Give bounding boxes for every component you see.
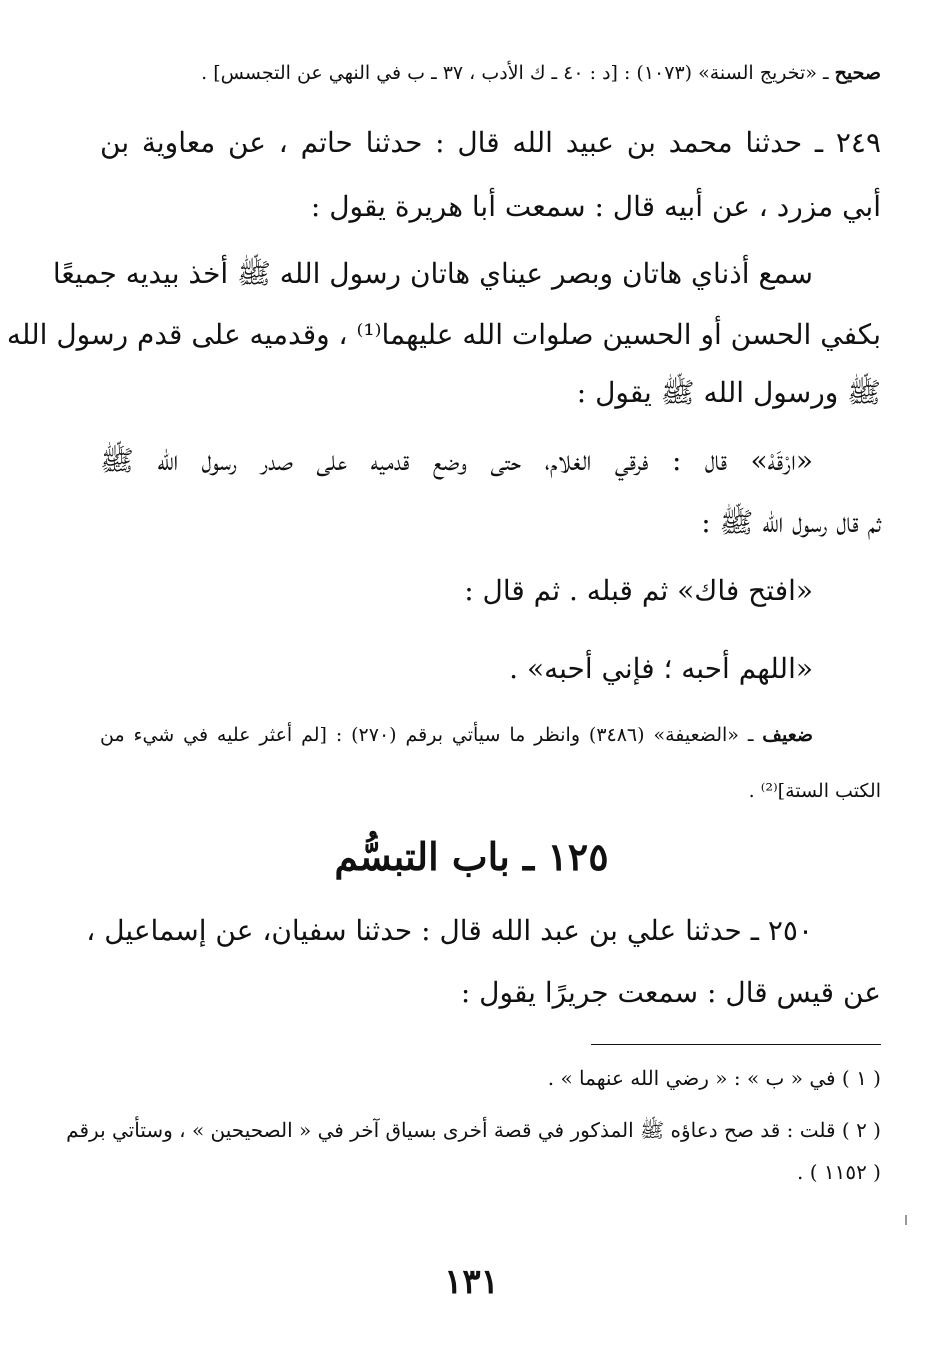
hadith-249-line-2: أبي مزرد ، عن أبيه قال : سمعت أبا هريرة يقول : <box>310 190 881 223</box>
footnote-2-line-2: ( ١١٥٢ ) . <box>796 1160 881 1184</box>
hadith-249-line-9: «اللهم أحبه ؛ فإني أحبه» . <box>509 652 813 685</box>
takhrij-text: ـ «تخريج السنة» (١٠٧٣) : [د : ٤٠ ـ ك الأدب ، ٣٧ ـ ب في النهي عن التجسس] . <box>201 62 835 84</box>
hadith-249-line-4: بكفي الحسن أو الحسين صلوات الله عليهما⁽¹⁾ ، وقدميه على قدم رسول الله <box>6 318 881 351</box>
hadith-249-line-1: ٢٤٩ ـ حدثنا محمد بن عبيد الله قال : حدثنا حاتم ، عن معاوية بن <box>100 126 881 159</box>
hadith-249-line-8: «افتح فاك» ثم قبله . ثم قال : <box>464 574 813 607</box>
chapter-heading: ١٢٥ ـ باب التبسُّم <box>334 834 609 879</box>
takhrij-249-line-1 <box>100 724 813 746</box>
scan-mark <box>905 1215 907 1225</box>
page-number: ١٣١ <box>444 1262 499 1302</box>
takhrij-249-text: ـ «الضعيفة» (٣٤٨٦) وانظر ما سيأتي برقم (٢٧٠) : [لم أعثر عليه في شيء من <box>100 724 763 746</box>
hadith-249-line-3: سمع أذناي هاتان وبصر عيناي هاتان رسول الله ﷺ أخذ بيديه جميعًا <box>52 257 813 290</box>
hadith-250-line-1: ٢٥٠ ـ حدثنا علي بن عبد الله قال : حدثنا سفيان، عن إسماعيل ، <box>86 914 813 947</box>
hadith-249-line-7: ثم قال رسول الله ﷺ : <box>701 506 881 539</box>
footnote-2-line-1: ( ٢ ) قلت : قد صح دعاؤه ﷺ المذكور في قصة أخرى بسياق آخر في « الصحيحين » ، وستأتي برقم <box>66 1118 881 1142</box>
grade-sahih: صحيح <box>834 62 881 84</box>
footnote-1: ( ١ ) في « ب » : « رضي الله عنهما » . <box>547 1066 881 1090</box>
takhrij-line-top <box>100 62 881 84</box>
grade-daif: ضعيف <box>762 724 813 746</box>
hadith-250-line-2: عن قيس قال : سمعت جريرًا يقول : <box>460 976 881 1009</box>
footnote-separator <box>591 1044 881 1045</box>
hadith-249-line-6: «ارْقَهْ» قال : فرقي الغلام، حتى وضع قدميه على صدر رسول الله ﷺ <box>100 444 813 477</box>
takhrij-249-line-2: الكتب الستة]⁽²⁾ . <box>748 780 881 802</box>
hadith-249-line-5: ﷺ ورسول الله ﷺ يقول : <box>576 376 881 409</box>
